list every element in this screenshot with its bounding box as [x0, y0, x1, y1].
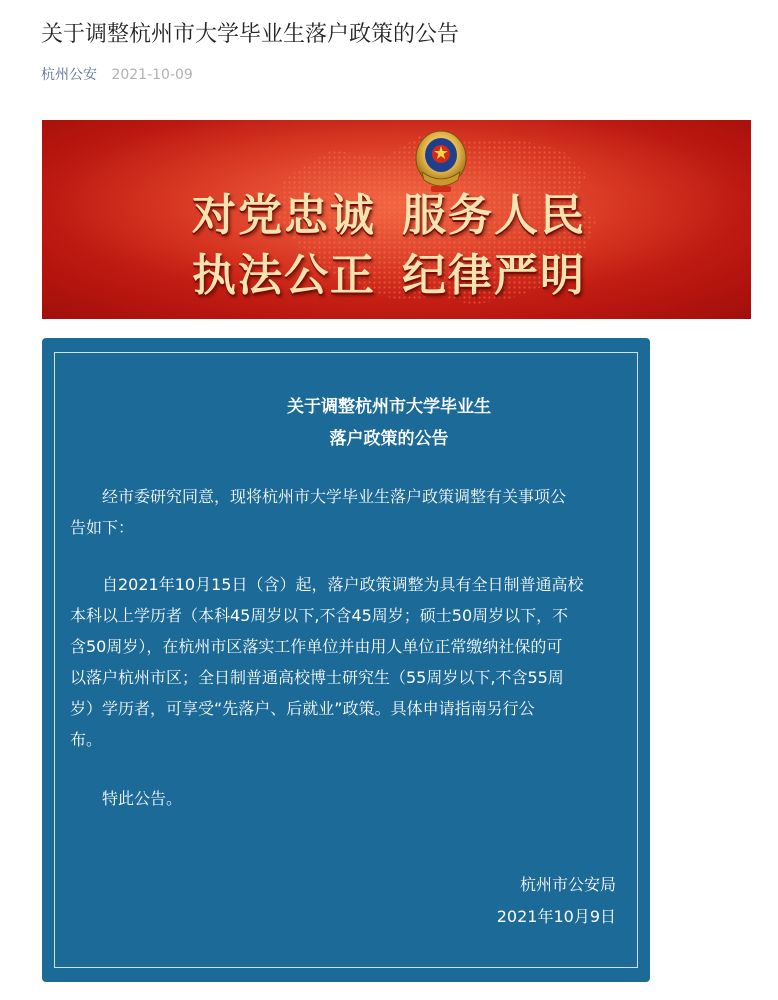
slogan-discipline: 纪律严明: [402, 250, 586, 301]
slogan-loyalty: 对党忠诚: [192, 190, 376, 241]
paragraph-line: 岁）学历者，可享受“先落户、后就业”政策。具体申请指南另行公: [70, 699, 535, 718]
notice-policy-paragraph: [70, 569, 615, 755]
article-title: 关于调整杭州市大学毕业生落户政策的公告: [41, 22, 460, 47]
slogan-justice: 执法公正: [192, 250, 376, 301]
paragraph-line: 以落户杭州市区；全日制普通高校博士研究生（55周岁以下,不含55周: [70, 668, 564, 687]
slogan-line-1: [0, 190, 778, 242]
notice-title-line-1: 关于调整杭州市大学毕业生: [287, 397, 491, 417]
paragraph-line: 自2021年10月15日（含）起，落户政策调整为具有全日制普通高校: [70, 575, 584, 594]
slogan-serve-people: 服务人民: [402, 190, 586, 241]
paragraph-line: 告如下：: [70, 518, 135, 537]
publish-date: 2021-10-09: [111, 67, 193, 83]
notice-title-line-2: 落户政策的公告: [329, 429, 449, 449]
paragraph-line: 经市委研究同意，现将杭州市大学毕业生落户政策调整有关事项公: [70, 487, 567, 506]
paragraph-line: 含50周岁），在杭州市区落实工作单位并由用人单位正常缴纳社保的可: [70, 637, 563, 656]
slogan-line-2: [0, 250, 778, 302]
notice-signer: 杭州市公安局: [519, 875, 616, 894]
notice-closing-paragraph: [70, 783, 615, 814]
paragraph-line: 特此公告。: [70, 789, 183, 808]
paragraph-line: 布。: [70, 730, 103, 749]
police-emblem-icon: [414, 128, 468, 196]
paragraph-line: 本科以上学历者（本科45周岁以下,不含45周岁；硕士50周岁以下，不: [70, 606, 569, 625]
notice-sign-date: 2021年10月9日: [496, 907, 616, 926]
article-meta: [41, 64, 193, 86]
source-account-link[interactable]: 杭州公安: [41, 67, 97, 83]
notice-intro-paragraph: [70, 481, 615, 543]
